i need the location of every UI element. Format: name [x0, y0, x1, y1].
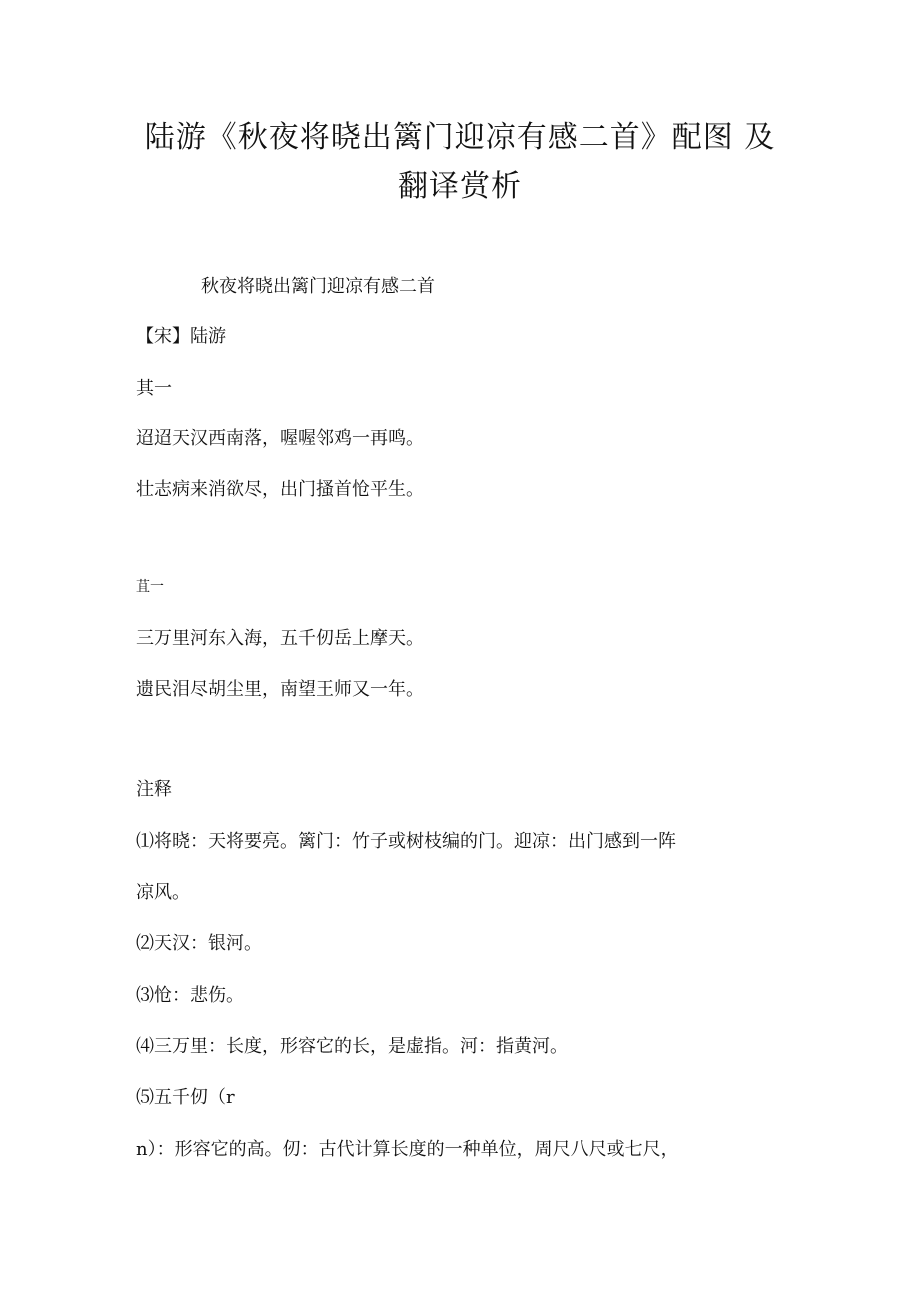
poem-title: 秋夜将晓出篱门迎凉有感二首 [201, 276, 435, 297]
note-item: ⑴将晓：天将要亮。篱门：竹子或树枝编的门。迎凉：出门感到一阵 [136, 831, 676, 852]
poem-author: 【宋】陆游 [136, 326, 226, 347]
note-item: ⑷三万里：长度，形容它的长，是虚指。河：指黄河。 [136, 1036, 568, 1057]
poem-1-heading: 其一 [136, 378, 172, 399]
poem-2-line: 遗民泪尽胡尘里，南望王师又一年。 [136, 679, 424, 700]
document-title-line-2: 翻译赏析 [398, 169, 522, 204]
notes-heading: 注释 [136, 779, 172, 800]
poem-1-line: 壮志病来消欲尽，出门搔首怆平生。 [136, 479, 424, 500]
poem-2-line: 三万里河东入海，五千仞岳上摩天。 [136, 628, 424, 649]
poem-2-heading: 苴一 [136, 579, 164, 595]
note-item: 凉风。 [136, 882, 190, 903]
note-item: ⑶怆：悲伤。 [136, 985, 244, 1006]
document-title-line-1: 陆游《秋夜将晓出篱门迎凉有感二首》配图 及 [144, 120, 776, 155]
note-item: ⑸五千仞（r [136, 1087, 235, 1108]
note-item: ⑵天汉：银河。 [136, 933, 262, 954]
note-item: n）：形容它的高。仞：古代计算长度的一种单位，周尺八尺或七尺， [136, 1139, 679, 1160]
poem-1-line: 迢迢天汉西南落，喔喔邻鸡一再鸣。 [136, 428, 424, 449]
